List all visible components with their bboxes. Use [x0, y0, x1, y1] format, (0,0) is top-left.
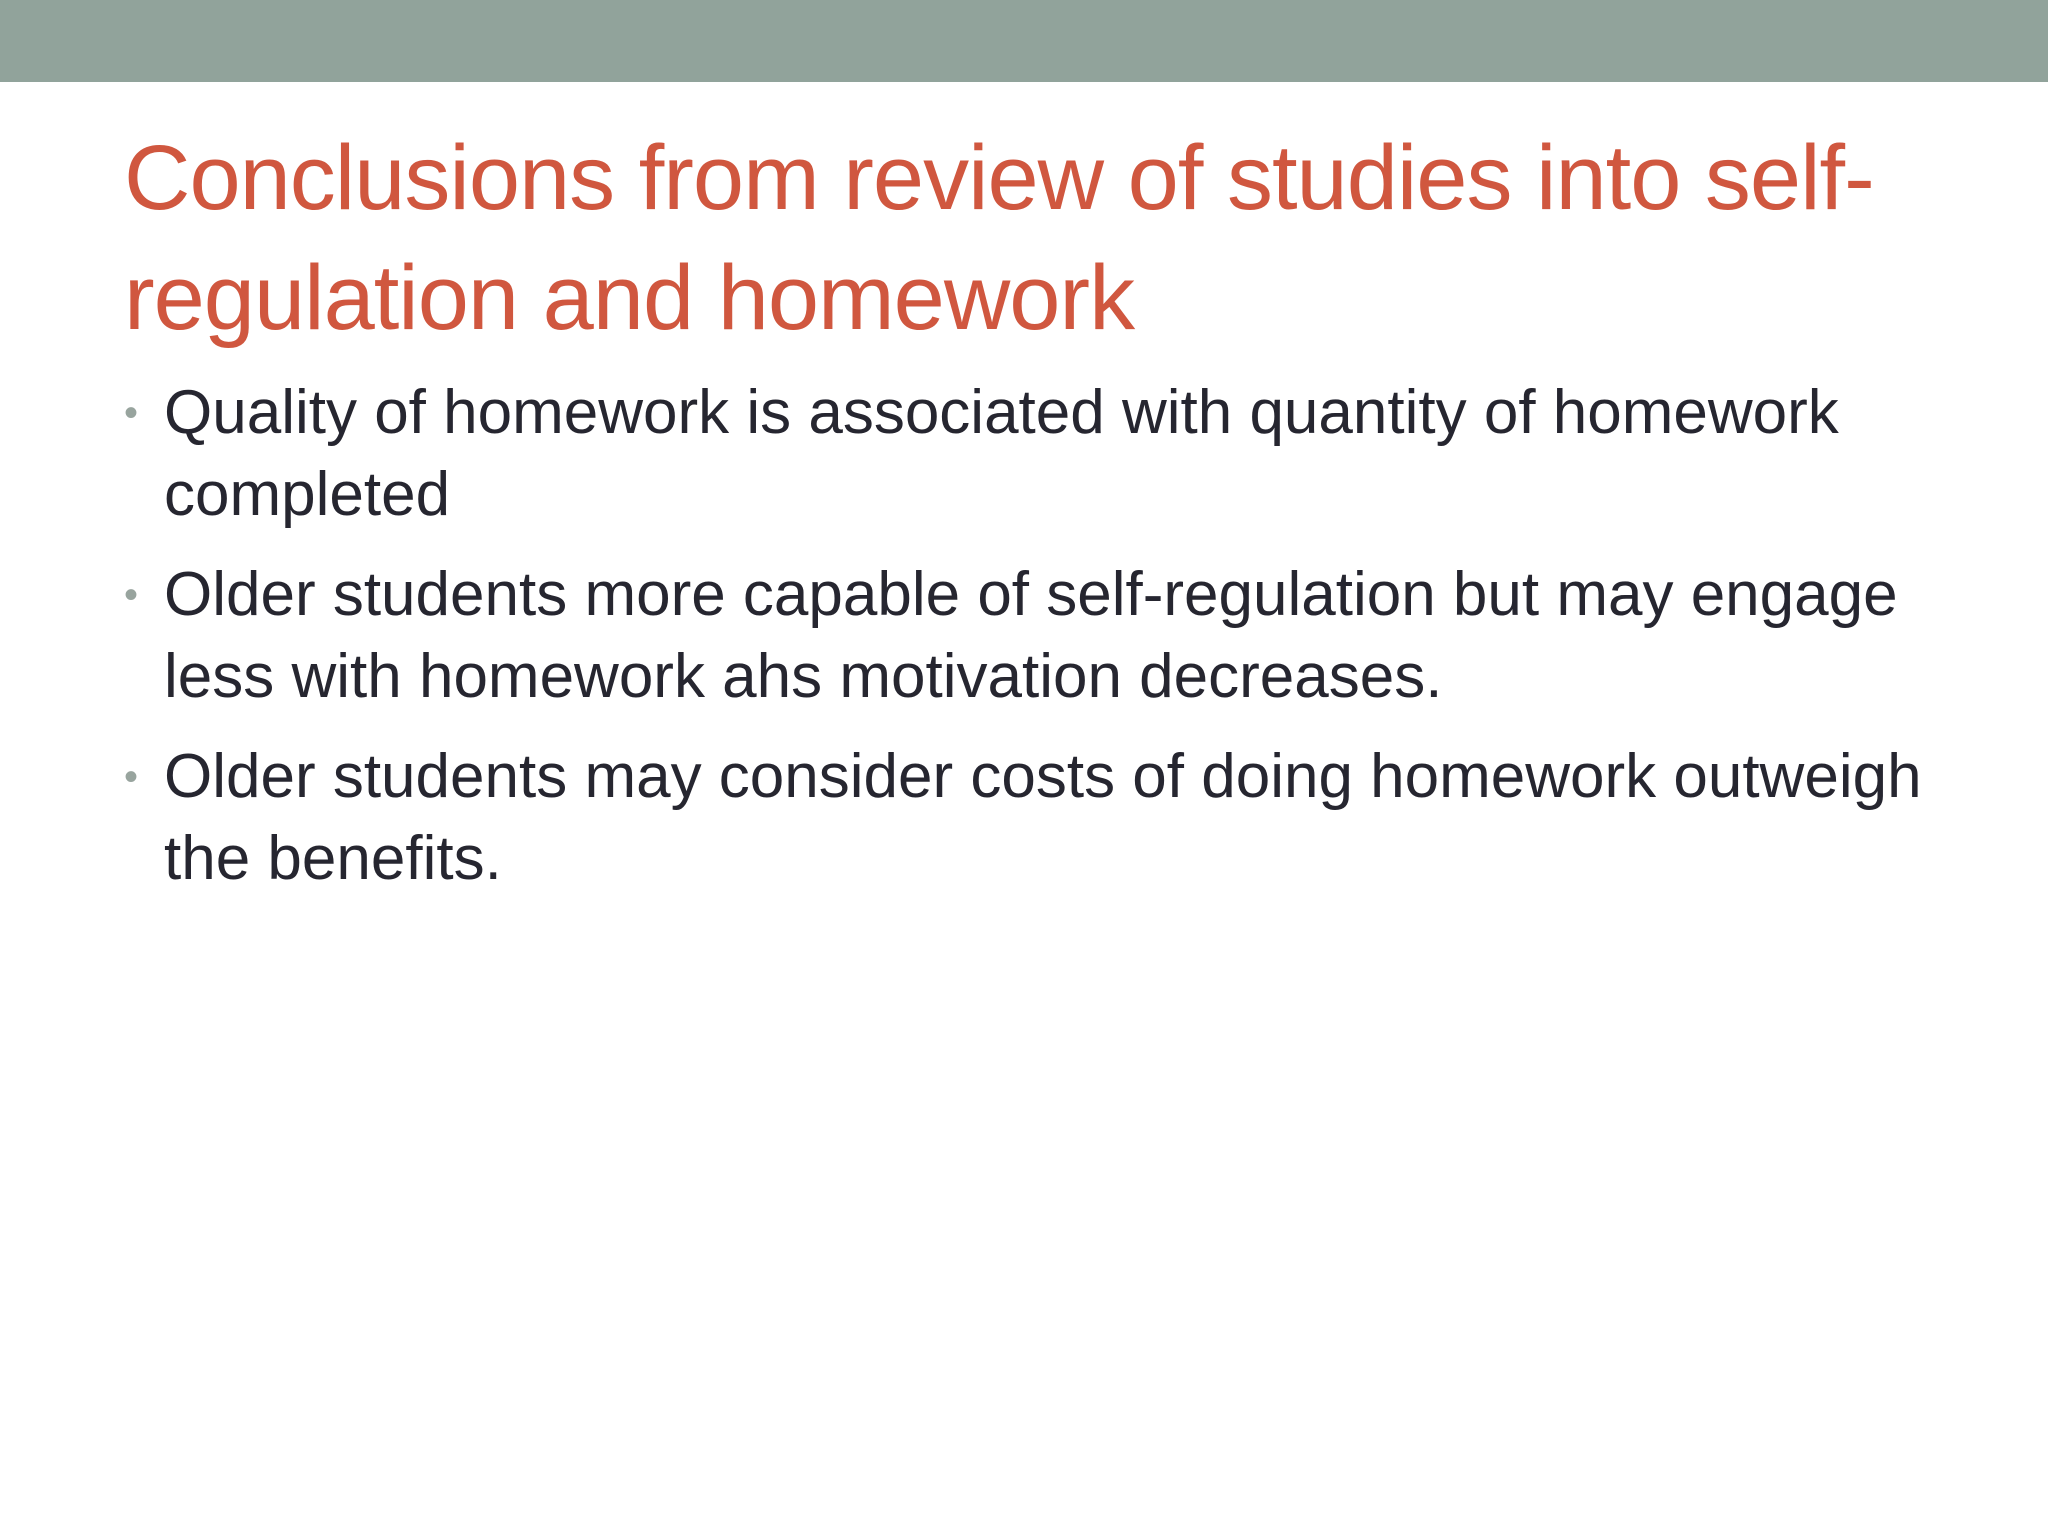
slide-header-band — [0, 0, 2048, 82]
slide-title: Conclusions from review of studies into self-regulation and homework — [124, 127, 1874, 349]
bullet-text: Older students may consider costs of doing homework outweigh the benefits. — [164, 742, 1922, 893]
bullet-item — [124, 372, 1924, 536]
bullet-text: Older students more capable of self-regulation but may engage less with homework ahs motivation decreases. — [164, 560, 1898, 711]
bullet-list — [124, 372, 1924, 918]
bullet-text: Quality of homework is associated with quantity of homework completed — [164, 378, 1839, 529]
bullet-dot-icon: • — [124, 755, 139, 799]
bullet-dot-icon: • — [124, 573, 139, 617]
bullet-dot-icon: • — [124, 391, 139, 435]
bullet-item — [124, 554, 1924, 718]
bullet-item — [124, 736, 1924, 900]
